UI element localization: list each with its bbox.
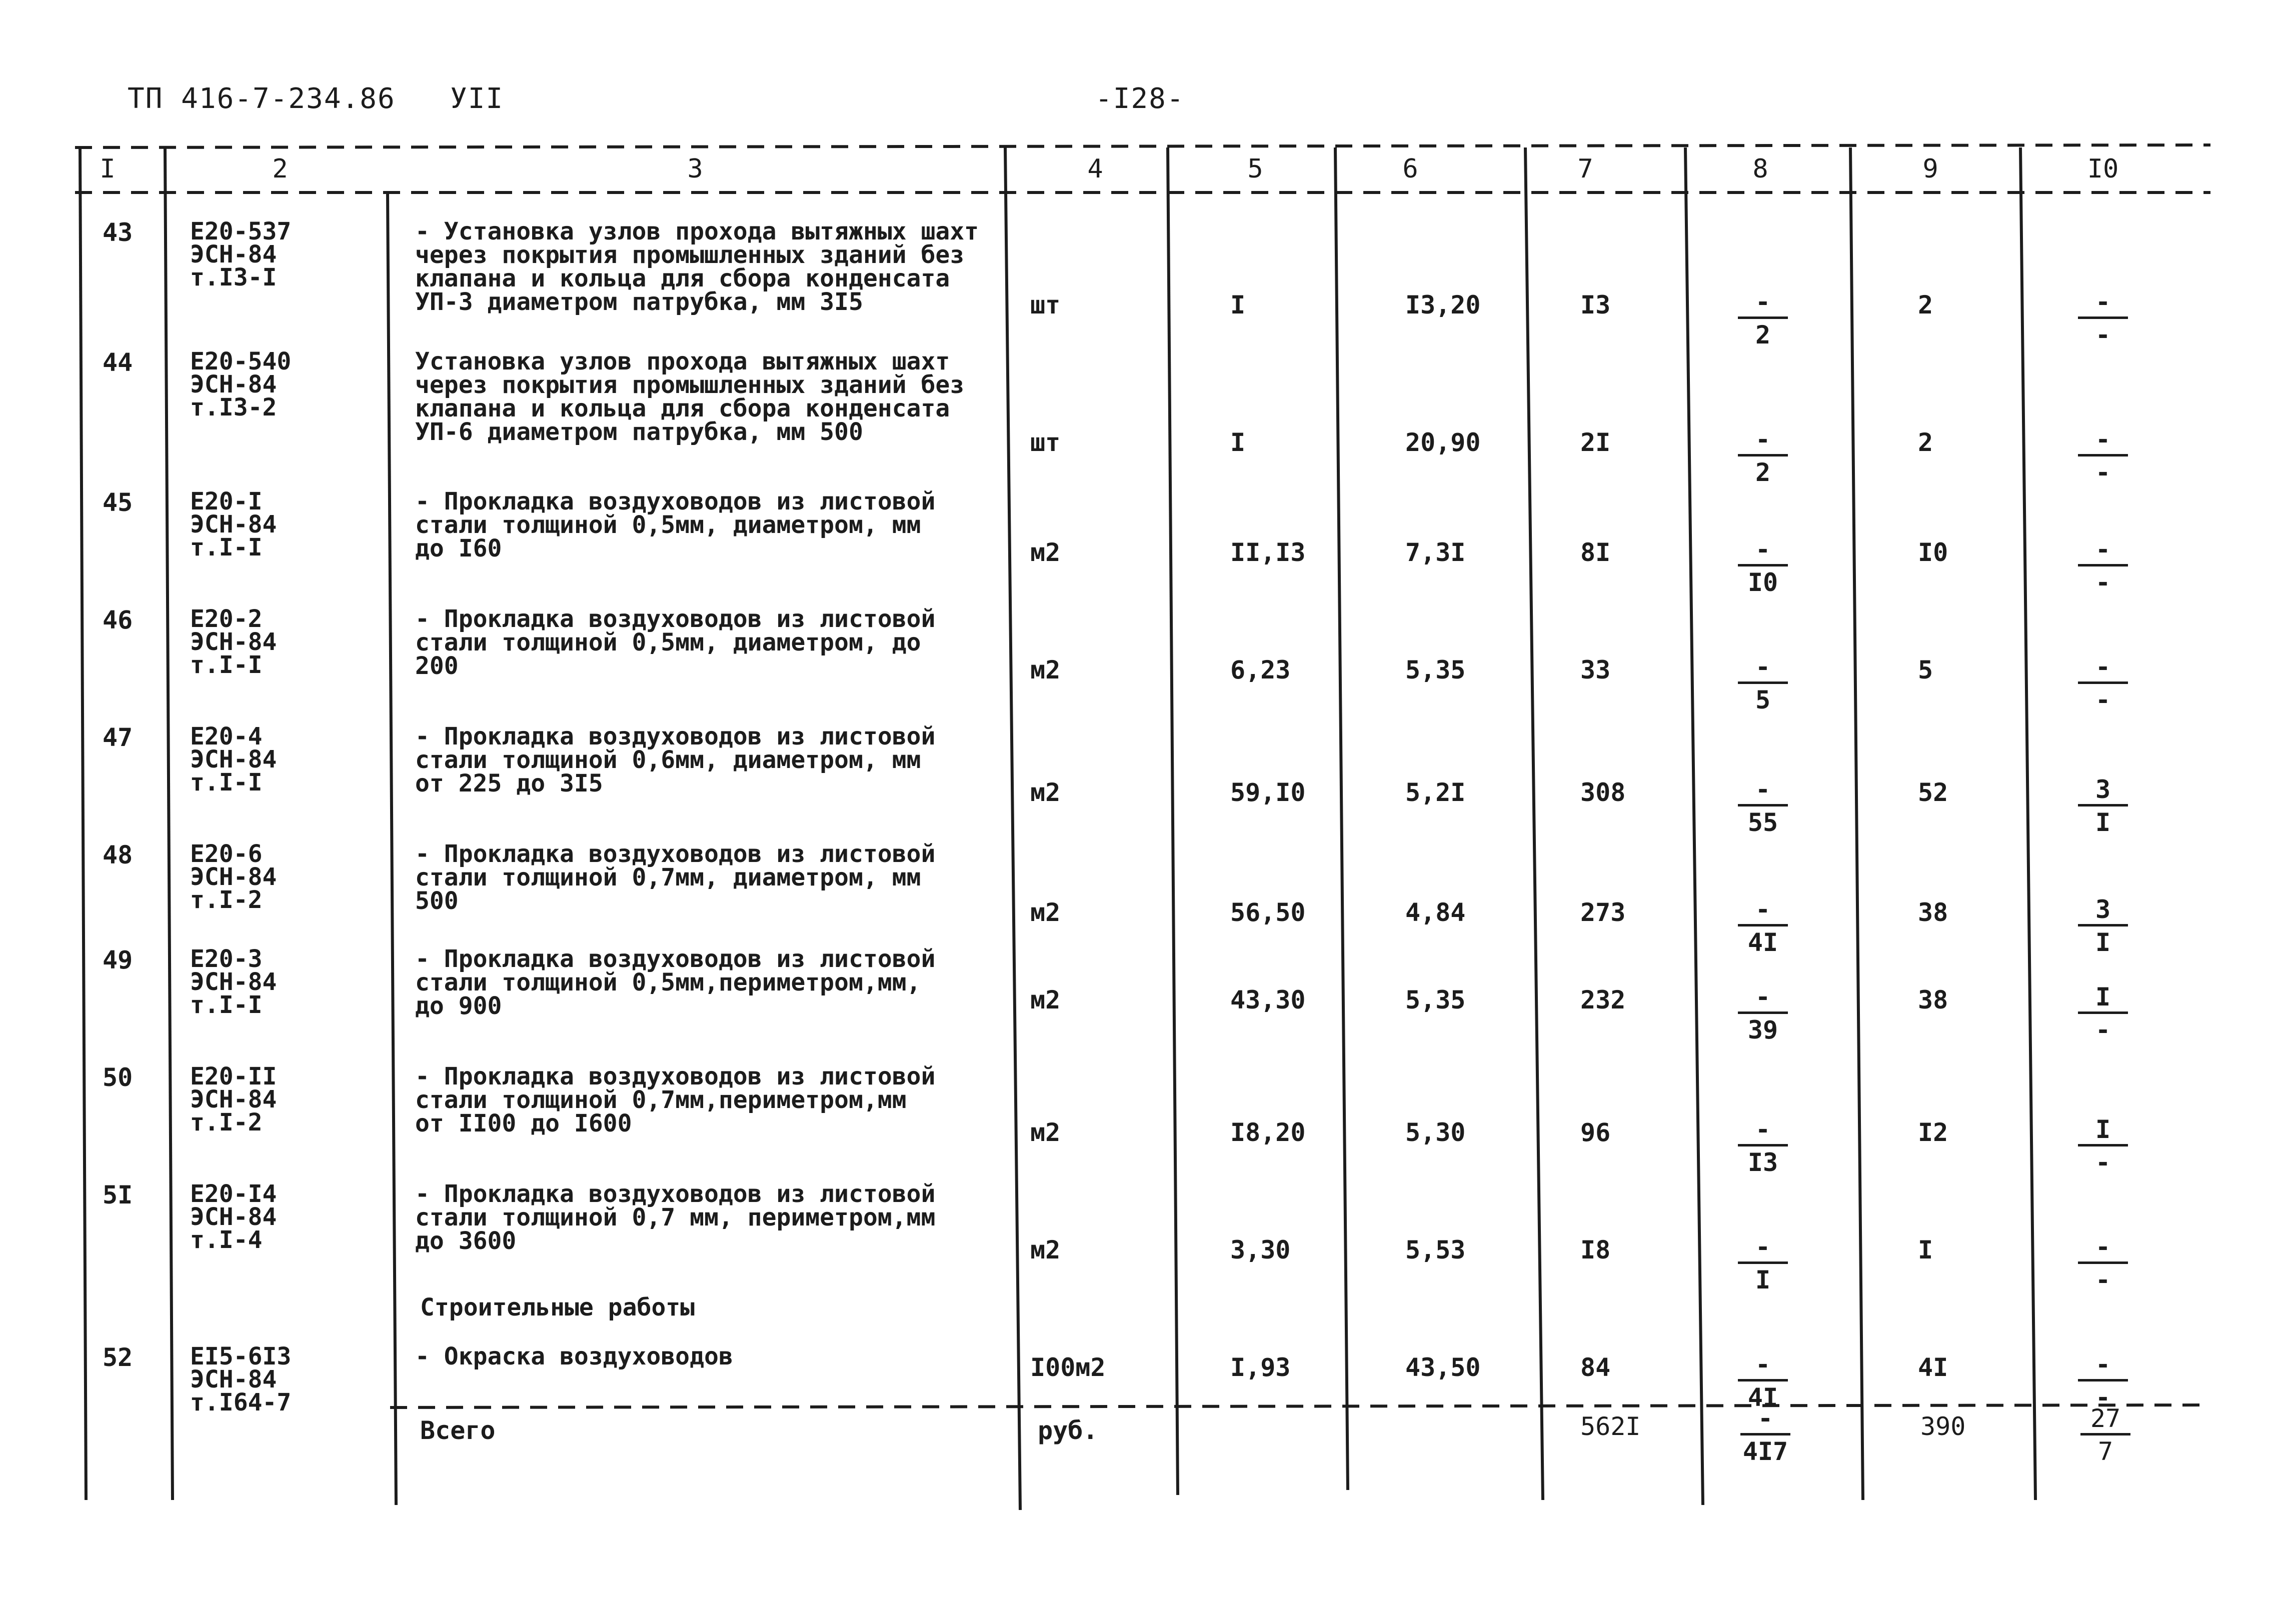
col-divider-1 bbox=[80, 148, 86, 1500]
row-number: 5I bbox=[103, 1180, 133, 1210]
col-number: 9 bbox=[1922, 154, 1938, 184]
norm-code-line: т.I-4 bbox=[190, 1226, 263, 1254]
fraction-denominator: - bbox=[2095, 686, 2111, 714]
row-number: 48 bbox=[103, 840, 133, 870]
work-description-line: - Прокладка воздуховодов из листовой bbox=[415, 945, 936, 973]
unit-of-measure: м2 bbox=[1030, 778, 1061, 807]
unit-of-measure: м2 bbox=[1030, 1118, 1061, 1147]
col-number: 2 bbox=[272, 154, 288, 184]
work-description-line: - Окраска воздуховодов bbox=[415, 1342, 733, 1370]
fraction-denominator: 2 bbox=[1755, 320, 1771, 350]
fraction-denominator: 2 bbox=[1755, 458, 1771, 487]
fraction-numerator: - bbox=[1755, 288, 1771, 316]
quantity: 59,I0 bbox=[1230, 778, 1306, 807]
fraction-denominator: 7 bbox=[2097, 1437, 2113, 1466]
unit-price: 4,84 bbox=[1405, 898, 1466, 927]
fraction-denominator: - bbox=[2095, 1016, 2111, 1044]
row-number: 43 bbox=[103, 218, 133, 247]
row-number: 45 bbox=[103, 488, 133, 517]
col-number: 7 bbox=[1577, 154, 1593, 184]
norm-code-line: т.I-2 bbox=[190, 1108, 263, 1136]
fraction-bar bbox=[2078, 924, 2128, 926]
total-label: Всего bbox=[420, 1416, 496, 1445]
fraction-bar bbox=[2078, 1379, 2128, 1382]
quantity: 56,50 bbox=[1230, 898, 1306, 927]
fraction-numerator: I bbox=[2095, 1115, 2111, 1144]
fraction-bar bbox=[1738, 1379, 1788, 1382]
col-divider-5 bbox=[1168, 148, 1178, 1495]
col9-value: 38 bbox=[1918, 898, 1948, 927]
total-top-rule bbox=[390, 1405, 2210, 1408]
fraction-bar bbox=[2078, 682, 2128, 684]
norm-code-line: т.I-I bbox=[190, 534, 263, 562]
work-description-line: от 225 до 3I5 bbox=[415, 770, 603, 798]
fraction-denominator: I bbox=[1755, 1266, 1771, 1294]
work-description-line: до 3600 bbox=[415, 1227, 517, 1255]
fraction-denominator: - bbox=[2095, 1266, 2111, 1294]
work-description-line: - Установка узлов прохода вытяжных шахт bbox=[415, 218, 979, 246]
total-cost: 84 bbox=[1580, 1353, 1611, 1382]
fraction-numerator: - bbox=[2095, 1350, 2111, 1379]
work-description-line: - Прокладка воздуховодов из листовой bbox=[415, 840, 936, 868]
work-description-line: УП-3 диаметром патрубка, мм 3I5 bbox=[415, 288, 863, 316]
norm-code-line: Е20-I bbox=[190, 488, 263, 516]
fraction-denominator: 4I bbox=[1747, 928, 1778, 957]
col-number: 3 bbox=[687, 154, 703, 184]
fraction-denominator: 4I7 bbox=[1742, 1437, 1788, 1466]
total-cost: I3 bbox=[1580, 290, 1611, 320]
document-code: ТП 416-7-234.86 bbox=[128, 82, 396, 115]
fraction-denominator: - bbox=[2095, 458, 2111, 487]
row-number: 44 bbox=[103, 348, 133, 377]
total-cost: 33 bbox=[1580, 656, 1611, 684]
fraction-bar bbox=[1738, 804, 1788, 806]
work-description-line: - Прокладка воздуховодов из листовой bbox=[415, 605, 936, 633]
fraction-numerator: - bbox=[2095, 535, 2111, 564]
unit-price: 5,53 bbox=[1405, 1236, 1466, 1264]
col-number: 4 bbox=[1087, 154, 1103, 184]
unit-of-measure: м2 bbox=[1030, 1236, 1061, 1264]
unit-price: 5,35 bbox=[1405, 986, 1466, 1014]
col-number: I0 bbox=[2087, 154, 2119, 184]
norm-code-line: ЭСН-84 bbox=[190, 370, 277, 398]
fraction-denominator: - bbox=[2095, 568, 2111, 597]
fraction-bar bbox=[2078, 316, 2128, 319]
total-cost: 8I bbox=[1580, 538, 1611, 567]
total-cost: 2I bbox=[1580, 428, 1611, 457]
fraction-bar bbox=[2078, 1262, 2128, 1264]
fraction-numerator: - bbox=[1755, 1115, 1771, 1144]
col-divider-4 bbox=[1005, 148, 1020, 1510]
fraction-numerator: - bbox=[2095, 425, 2111, 454]
norm-code-line: ЭСН-84 bbox=[190, 628, 277, 656]
fraction-denominator: I3 bbox=[1747, 1148, 1778, 1177]
norm-code-line: т.I-I bbox=[190, 651, 263, 679]
norm-code-line: Е20-II bbox=[190, 1062, 277, 1090]
norm-code-line: т.I-I bbox=[190, 991, 263, 1019]
work-description-line: от II00 до I600 bbox=[415, 1110, 632, 1138]
fraction-bar bbox=[2078, 1144, 2128, 1146]
col-divider-10 bbox=[2020, 148, 2035, 1500]
fraction-denominator: I bbox=[2095, 928, 2111, 957]
fraction-denominator: 55 bbox=[1747, 808, 1778, 837]
unit-of-measure: шт bbox=[1030, 290, 1061, 320]
quantity: 3,30 bbox=[1230, 1236, 1291, 1264]
work-description-line: стали толщиной 0,6мм, диаметром, мм bbox=[415, 746, 921, 774]
fraction-bar bbox=[2078, 1012, 2128, 1014]
col9-value: 2 bbox=[1918, 428, 1933, 457]
work-description-line: 200 bbox=[415, 652, 459, 680]
fraction-numerator: - bbox=[1757, 1404, 1773, 1433]
page-number: -I28- bbox=[1095, 82, 1185, 115]
unit-of-measure: шт bbox=[1030, 428, 1061, 457]
fraction-bar bbox=[2078, 454, 2128, 456]
header-top-rule bbox=[75, 145, 2210, 148]
fraction-numerator: 3 bbox=[2095, 775, 2111, 804]
fraction-numerator: - bbox=[1755, 982, 1771, 1012]
work-description-line: 500 bbox=[415, 887, 459, 915]
fraction-denominator: 4I bbox=[1747, 1383, 1778, 1412]
fraction-denominator: - bbox=[2095, 1148, 2111, 1177]
fraction-bar bbox=[1738, 316, 1788, 319]
fraction-bar bbox=[1738, 1012, 1788, 1014]
norm-code-line: ЭСН-84 bbox=[190, 968, 277, 996]
work-description-line: через покрытия промышленных зданий без bbox=[415, 371, 965, 399]
fraction-denominator: - bbox=[2095, 320, 2111, 350]
norm-code-line: Е20-6 bbox=[190, 840, 263, 868]
unit-price: I3,20 bbox=[1405, 290, 1481, 320]
quantity: 6,23 bbox=[1230, 656, 1291, 684]
norm-code-line: ЭСН-84 bbox=[190, 510, 277, 538]
total-cost: 232 bbox=[1580, 986, 1626, 1014]
fraction-bar bbox=[2078, 804, 2128, 806]
fraction-denominator: 39 bbox=[1747, 1016, 1778, 1044]
col-number: 6 bbox=[1402, 154, 1418, 184]
fraction-numerator: - bbox=[1755, 535, 1771, 564]
unit-of-measure: м2 bbox=[1030, 538, 1061, 567]
work-description-line: - Прокладка воздуховодов из листовой bbox=[415, 488, 936, 516]
fraction-denominator: I0 bbox=[1747, 568, 1778, 597]
norm-code-line: Е20-I4 bbox=[190, 1180, 277, 1208]
norm-code-line: т.I64-7 bbox=[190, 1388, 292, 1416]
work-description-line: - Прокладка воздуховодов из листовой bbox=[415, 1062, 936, 1090]
quantity: I,93 bbox=[1230, 1353, 1291, 1382]
fraction-bar bbox=[2080, 1433, 2130, 1436]
col9-value: 5 bbox=[1918, 656, 1933, 684]
work-description-line: клапана и кольца для сбора конденсата bbox=[415, 264, 950, 292]
fraction-numerator: - bbox=[1755, 1232, 1771, 1262]
col9-value: 38 bbox=[1918, 986, 1948, 1014]
fraction-numerator: - bbox=[1755, 895, 1771, 924]
fraction-bar bbox=[1740, 1433, 1790, 1436]
fraction-bar bbox=[1738, 564, 1788, 566]
norm-code-line: т.I3-2 bbox=[190, 394, 277, 422]
total-col9: 390 bbox=[1920, 1412, 1966, 1441]
work-description-line: Установка узлов прохода вытяжных шахт bbox=[415, 348, 950, 376]
work-description-line: - Прокладка воздуховодов из листовой bbox=[415, 1180, 936, 1208]
norm-code-line: ЭСН-84 bbox=[190, 746, 277, 774]
section-heading: Строительные работы bbox=[420, 1294, 695, 1322]
work-description-line: стали толщиной 0,5мм, диаметром, до bbox=[415, 628, 921, 656]
unit-of-measure: м2 bbox=[1030, 986, 1061, 1014]
work-description-line: стали толщиной 0,5мм, диаметром, мм bbox=[415, 511, 921, 539]
fraction-numerator: 3 bbox=[2095, 895, 2111, 924]
norm-code-line: т.I-I bbox=[190, 768, 263, 796]
unit-price: 20,90 bbox=[1405, 428, 1481, 457]
col9-value: I bbox=[1918, 1236, 1933, 1264]
norm-code-line: Е20-4 bbox=[190, 722, 263, 750]
total-sum: 562I bbox=[1580, 1412, 1641, 1441]
quantity: I bbox=[1230, 428, 1246, 457]
fraction-bar bbox=[2078, 564, 2128, 566]
norm-code-line: ЭСН-84 bbox=[190, 1366, 277, 1394]
col-number: I bbox=[100, 154, 116, 184]
total-cost: 273 bbox=[1580, 898, 1626, 927]
fraction-bar bbox=[1738, 924, 1788, 926]
unit-of-measure: I00м2 bbox=[1030, 1353, 1106, 1382]
unit-price: 5,35 bbox=[1405, 656, 1466, 684]
row-number: 50 bbox=[103, 1063, 133, 1092]
unit-price: 5,2I bbox=[1405, 778, 1466, 807]
fraction-numerator: - bbox=[1755, 1350, 1771, 1379]
quantity: II,I3 bbox=[1230, 538, 1306, 567]
norm-code-line: ЭСН-84 bbox=[190, 863, 277, 891]
unit-price: 43,50 bbox=[1405, 1353, 1481, 1382]
col-number: 8 bbox=[1752, 154, 1768, 184]
col9-value: 4I bbox=[1918, 1353, 1948, 1382]
row-number: 46 bbox=[103, 606, 133, 634]
norm-code-line: Е20-2 bbox=[190, 605, 263, 633]
col9-value: I0 bbox=[1918, 538, 1948, 567]
col-divider-8 bbox=[1685, 148, 1703, 1505]
work-description-line: стали толщиной 0,7мм, диаметром, мм bbox=[415, 864, 921, 892]
total-cost: 96 bbox=[1580, 1118, 1611, 1147]
quantity: I8,20 bbox=[1230, 1118, 1306, 1147]
work-description-line: УП-6 диаметром патрубка, мм 500 bbox=[415, 418, 863, 446]
fraction-numerator: - bbox=[2095, 652, 2111, 682]
norm-code-line: ЕI5-6I3 bbox=[190, 1342, 292, 1370]
fraction-numerator: - bbox=[2095, 1232, 2111, 1262]
work-description-line: стали толщиной 0,7мм,периметром,мм bbox=[415, 1086, 907, 1114]
col-divider-6 bbox=[1335, 148, 1348, 1490]
section-number: УII bbox=[450, 82, 504, 115]
work-description-line: до I60 bbox=[415, 534, 502, 562]
fraction-numerator: I bbox=[2095, 982, 2111, 1012]
fraction-numerator: - bbox=[1755, 652, 1771, 682]
total-cost: I8 bbox=[1580, 1236, 1611, 1264]
total-cost: 308 bbox=[1580, 778, 1626, 807]
norm-code-line: Е20-3 bbox=[190, 945, 263, 973]
work-description-line: стали толщиной 0,7 мм, периметром,мм bbox=[415, 1204, 936, 1232]
fraction-numerator: - bbox=[1755, 775, 1771, 804]
fraction-denominator: I bbox=[2095, 808, 2111, 837]
norm-code-line: т.I3-I bbox=[190, 264, 277, 292]
unit-of-measure: м2 bbox=[1030, 898, 1061, 927]
norm-code-line: ЭСН-84 bbox=[190, 1203, 277, 1231]
norm-code-line: Е20-537 bbox=[190, 218, 292, 246]
col-number: 5 bbox=[1247, 154, 1263, 184]
fraction-denominator: - bbox=[2095, 1383, 2111, 1412]
fraction-numerator: - bbox=[2095, 288, 2111, 316]
col9-value: 2 bbox=[1918, 290, 1933, 320]
total-unit: руб. bbox=[1038, 1416, 1098, 1445]
row-number: 49 bbox=[103, 946, 133, 974]
col-divider-7 bbox=[1525, 148, 1543, 1500]
norm-code-line: ЭСН-84 bbox=[190, 240, 277, 268]
work-description-line: до 900 bbox=[415, 992, 502, 1020]
fraction-bar bbox=[1738, 1262, 1788, 1264]
col9-value: I2 bbox=[1918, 1118, 1948, 1147]
col9-value: 52 bbox=[1918, 778, 1948, 807]
col-divider-9 bbox=[1850, 148, 1863, 1500]
fraction-bar bbox=[1738, 1144, 1788, 1146]
norm-code-line: ЭСН-84 bbox=[190, 1086, 277, 1114]
fraction-bar bbox=[1738, 682, 1788, 684]
fraction-numerator: 27 bbox=[2090, 1404, 2121, 1433]
work-description-line: клапана и кольца для сбора конденсата bbox=[415, 394, 950, 422]
row-number: 52 bbox=[103, 1343, 133, 1372]
unit-price: 7,3I bbox=[1405, 538, 1466, 567]
col-divider-3 bbox=[388, 192, 396, 1505]
unit-price: 5,30 bbox=[1405, 1118, 1466, 1147]
work-description-line: стали толщиной 0,5мм,периметром,мм, bbox=[415, 968, 921, 996]
work-description-line: через покрытия промышленных зданий без bbox=[415, 241, 965, 269]
quantity: I bbox=[1230, 290, 1246, 320]
row-number: 47 bbox=[103, 723, 133, 752]
unit-of-measure: м2 bbox=[1030, 656, 1061, 684]
norm-code-line: т.I-2 bbox=[190, 886, 263, 914]
work-description-line: - Прокладка воздуховодов из листовой bbox=[415, 722, 936, 750]
col-divider-2 bbox=[165, 148, 173, 1500]
fraction-denominator: 5 bbox=[1755, 686, 1771, 714]
fraction-bar bbox=[1738, 454, 1788, 456]
fraction-numerator: - bbox=[1755, 425, 1771, 454]
quantity: 43,30 bbox=[1230, 986, 1306, 1014]
norm-code-line: Е20-540 bbox=[190, 348, 292, 376]
